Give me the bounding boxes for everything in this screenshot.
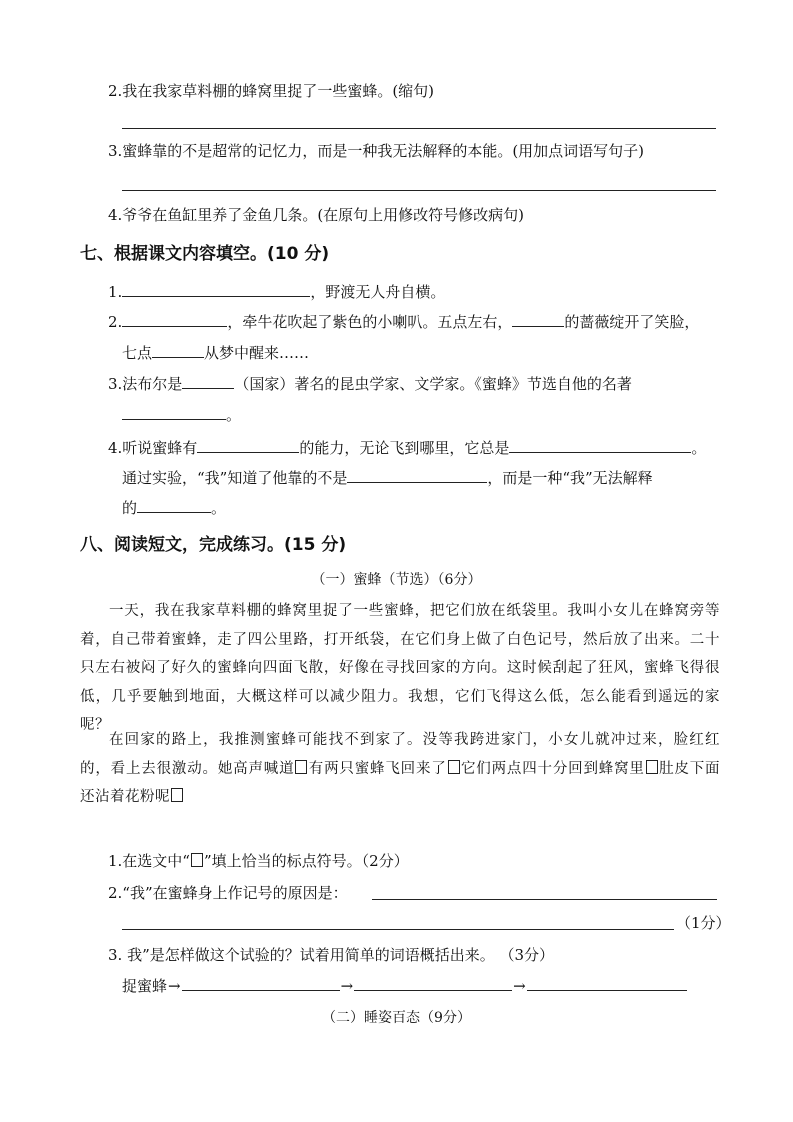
section-8-title: 八、阅读短文，完成练习。(15 分) [80,535,347,555]
question-text: 3.法布尔是 [108,375,183,393]
paragraph-text: 它们两点四十分回到蜂窝里 [460,760,645,777]
paragraph-text: 肚皮下面还沾着花粉呢 [80,760,721,805]
passage-1-paragraph-1 [80,597,720,740]
arrow-icon: → [168,977,181,995]
question-text: ，牵牛花吹起了紫色的小喇叭。五点左右， [227,313,513,331]
punctuation-box-symbol [191,853,203,867]
blank-8-3-a[interactable] [182,975,340,991]
blank-8-3-c[interactable] [527,975,687,991]
question-7-2 [108,311,699,332]
question-7-2-line2 [122,342,309,363]
blank-7-4-d[interactable] [137,497,211,513]
blank-8-3-b[interactable] [354,975,512,991]
question-8-2-score: （1分） [676,914,731,932]
chain-start-label: 捉蜜蜂 [122,977,168,995]
question-text: 的蔷薇绽开了笑脸， [564,313,700,331]
question-7-3 [108,373,632,394]
question-8-1 [108,851,409,871]
question-text: 4.听说蜜蜂有 [108,439,198,457]
blank-7-4-c[interactable] [347,467,487,483]
question-text: 从梦中醒来…… [204,344,310,362]
arrow-icon: → [513,977,526,995]
answer-line-6-3[interactable] [122,190,716,191]
question-text: 。 [211,499,227,517]
punctuation-blank[interactable] [171,788,183,802]
punctuation-blank[interactable] [646,760,658,774]
question-7-4-line2 [122,467,653,488]
question-8-3-chain [122,975,687,996]
blank-7-2-b[interactable] [512,311,564,327]
question-6-2: 2.我在我家草料棚的蜂窝里捉了一些蜜蜂。(缩句) [108,82,435,100]
answer-line-8-2-a[interactable] [372,899,717,900]
paragraph-text: 在回家的路上，我推测蜜蜂可能找不到家了。没等我跨进家门，小女儿就冲过来，脸红红的，看上去很激动。她高声喊道 [80,732,720,777]
question-text: ，而是一种“我”无法解释 [487,469,653,487]
blank-7-3-b[interactable] [122,404,226,420]
answer-line-8-2-b[interactable] [122,929,674,930]
paragraph-text: 有两只蜜蜂飞回来了 [308,760,447,777]
blank-7-4-a[interactable] [197,437,299,453]
section-7-title: 七、根据课文内容填空。(10 分) [80,244,330,264]
punctuation-blank[interactable] [448,760,460,774]
question-text: 1.在选文中“ [108,852,190,870]
question-text: 通过实验，“我”知道了他靠的不是 [122,469,348,487]
passage-1-title: （一）蜜蜂（节选）（6分） [311,572,482,588]
question-number: 1. [108,283,123,301]
blank-7-1[interactable] [122,281,310,297]
answer-line-6-2[interactable] [122,128,716,129]
question-6-4: 4.爷爷在鱼缸里养了金鱼几条。(在原句上用修改符号修改病句) [108,206,525,224]
question-number: 2. [108,313,123,331]
arrow-icon: → [340,977,354,995]
question-7-4-line3 [122,497,226,518]
question-text: 。 [691,439,707,457]
question-text: 七点 [122,344,153,362]
question-text: （国家）著名的昆虫学家、文学家。《蜜蜂》节选自他的名著 [234,375,632,393]
question-8-2: 2.“我”在蜜蜂身上作记号的原因是： [108,884,348,902]
question-7-3-line2 [122,404,241,425]
blank-7-4-b[interactable] [509,437,691,453]
question-text: 的 [122,499,138,517]
punctuation-blank[interactable] [295,760,307,774]
question-7-4 [108,437,706,458]
question-text: 。 [226,406,242,424]
passage-1-paragraph-2 [80,726,720,812]
paragraph-text: 一天，我在我家草料棚的蜂窝里捉了一些蜜蜂，把它们放在纸袋里。我叫小女儿在蜂窝旁等着，自己带着蜜蜂，走了四公里路，打开纸袋，在它们身上做了白色记号，然后放了出来。二十只左右被闷了好久的蜜蜂向四面飞散，好像在寻找回家的方向。这时候刮起了狂风，蜜蜂飞得很低，几乎要触到地面，大概这样可以减少阻力。我想，它们飞得这么低，怎么能看到遥远的家呢？ [80,603,720,733]
blank-7-2-a[interactable] [122,311,227,327]
question-7-1 [108,281,445,302]
question-text: 的能力，无论飞到哪里，它总是 [299,439,510,457]
blank-7-3-a[interactable] [182,373,234,389]
question-text: ，野渡无人舟自横。 [310,283,446,301]
question-text: ”填上恰当的标点符号。（2分） [203,852,409,870]
question-6-3: 3.蜜蜂靠的不是超常的记忆力，而是一种我无法解释的本能。(用加点词语写句子) [108,142,645,160]
blank-7-2-c[interactable] [152,342,204,358]
passage-2-title: （二）睡姿百态（9分） [322,1010,471,1026]
question-8-3: 3. 我”是怎样做这个试验的？试着用简单的词语概括出来。 （3分） [108,946,555,964]
